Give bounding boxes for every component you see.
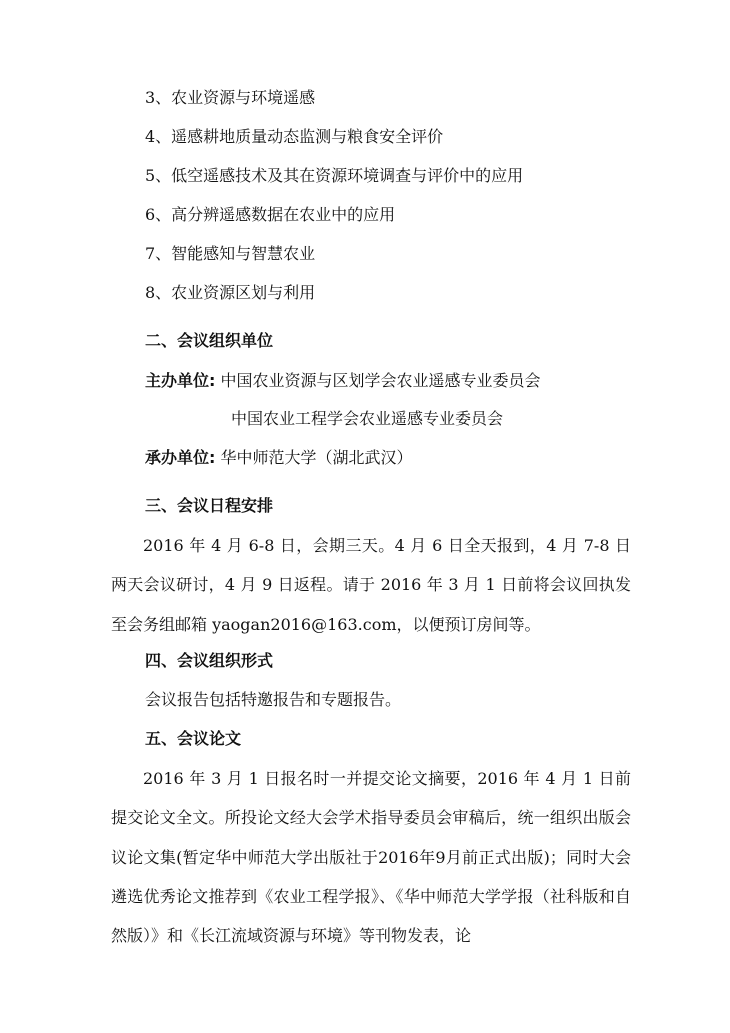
host-label: 主办单位: [145, 371, 216, 390]
schedule-paragraph [111, 526, 631, 644]
topic-item: 4、遥感耕地质量动态监测与粮食安全评价 [145, 127, 444, 146]
host-row [145, 370, 541, 392]
topic-item: 5、低空遥感技术及其在资源环境调查与评价中的应用 [145, 166, 524, 185]
organizer-label: 承办单位: [145, 448, 216, 467]
host-org: 中国农业工程学会农业遥感专业委员会 [231, 409, 504, 428]
section-heading-papers: 五、会议论文 [145, 729, 242, 748]
format-text: 会议报告包括特邀报告和专题报告。 [145, 690, 402, 709]
topic-item: 3、农业资源与环境遥感 [145, 88, 316, 107]
section-heading-organizers: 二、会议组织单位 [145, 331, 274, 350]
organizer-org: 华中师范大学（湖北武汉） [220, 448, 413, 467]
papers-paragraph [111, 759, 631, 955]
topic-item: 6、高分辨遥感数据在农业中的应用 [145, 205, 396, 224]
section-heading-format: 四、会议组织形式 [145, 651, 274, 670]
topic-item: 7、智能感知与智慧农业 [145, 244, 316, 263]
organizer-row [145, 447, 413, 469]
schedule-text: 2016 年 4 月 6-8 日，会期三天。4 月 6 日全天报到，4 月 7-8 日两天会议研讨，4 月 9 日返程。请于 2016 年 3 月 1 日前将会议回执发至会务组邮箱 yaogan2016@163.com，以便预订房间等。 [111, 536, 631, 634]
papers-text: 2016 年 3 月 1 日报名时一并提交论文摘要，2016 年 4 月 1 日前提交论文全文。所投论文经大会学术指导委员会审稿后，统一组织出版会议论文集(暂定华中师范大学出版社于2016年9月前正式出版)；同时大会遴选优秀论文推荐到《农业工程学报》、《华中师范大学学报（社科版和自然版）》和《长江流域资源与环境》等刊物发表，论 [111, 769, 631, 946]
host-org: 中国农业资源与区划学会农业遥感专业委员会 [220, 371, 541, 390]
topic-item: 8、农业资源区划与利用 [145, 283, 316, 302]
section-heading-schedule: 三、会议日程安排 [145, 496, 274, 515]
